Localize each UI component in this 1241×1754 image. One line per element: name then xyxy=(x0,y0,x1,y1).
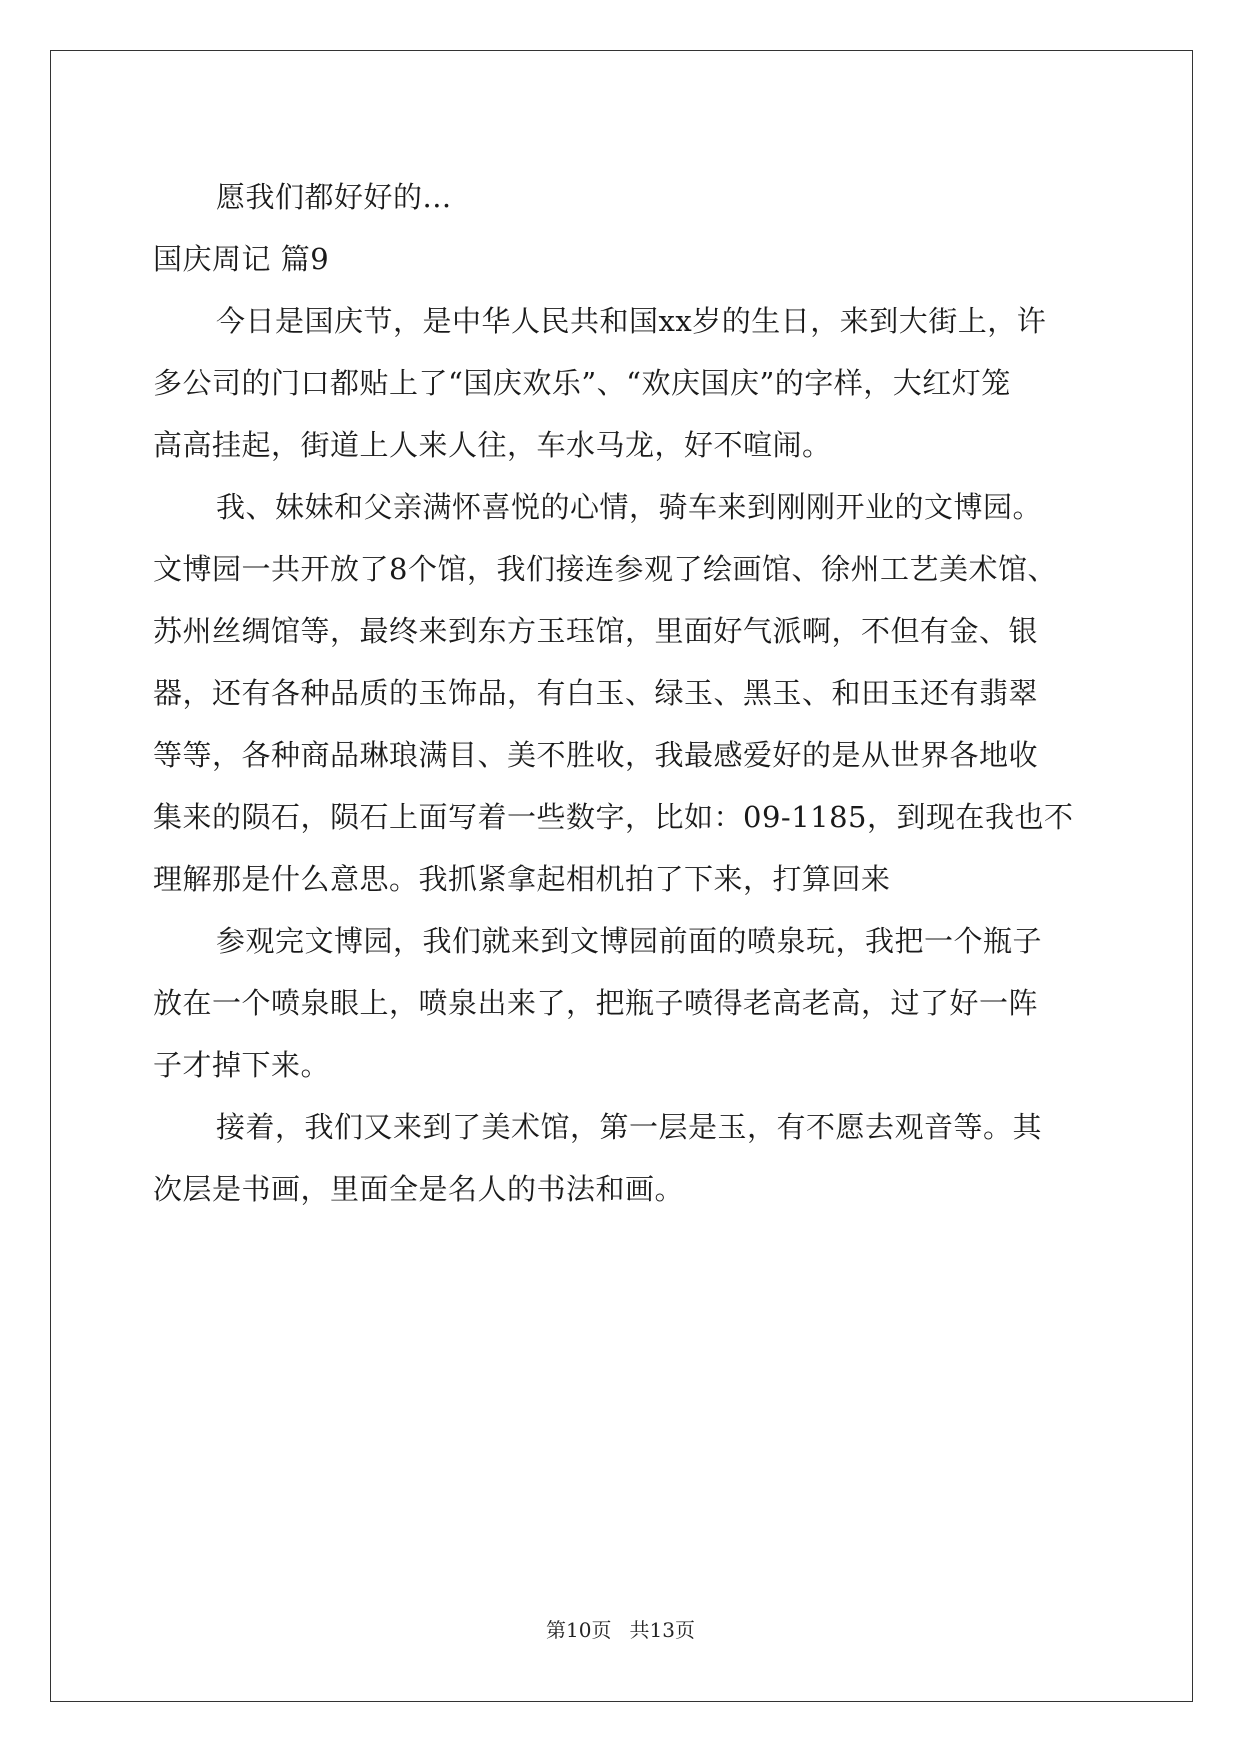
text-line: 参观完文博园，我们就来到文博园前面的喷泉玩，我把一个瓶子 xyxy=(216,924,1043,958)
text-line: 高高挂起，街道上人来人往，车水马龙，好不喧闹。 xyxy=(153,428,832,462)
section-heading: 国庆周记 篇9 xyxy=(153,242,330,276)
text-line: 次层是书画，里面全是名人的书法和画。 xyxy=(153,1172,685,1206)
text-line: 集来的陨石，陨石上面写着一些数字，比如：09-1185，到现在我也不 xyxy=(153,800,1074,834)
text-line: 接着，我们又来到了美术馆，第一层是玉，有不愿去观音等。其 xyxy=(216,1110,1043,1144)
total-prefix: 共 xyxy=(629,1618,650,1642)
page-suffix: 页 xyxy=(591,1618,612,1642)
text-line: 子才掉下来。 xyxy=(153,1048,331,1082)
document-body xyxy=(153,166,1093,1220)
text-line: 放在一个喷泉眼上，喷泉出来了，把瓶子喷得老高老高，过了好一阵 xyxy=(153,986,1039,1020)
text-line: 今日是国庆节，是中华人民共和国xx岁的生日，来到大街上，许 xyxy=(216,304,1047,338)
text-line: 愿我们都好好的... xyxy=(216,180,452,214)
page-number: 10 xyxy=(566,1618,592,1642)
text-line: 器，还有各种品质的玉饰品，有白玉、绿玉、黑玉、和田玉还有翡翠 xyxy=(153,676,1039,710)
total-suffix: 页 xyxy=(674,1618,695,1642)
total-pages: 13 xyxy=(649,1618,675,1642)
text-line: 理解那是什么意思。我抓紧拿起相机拍了下来，打算回来 xyxy=(153,862,891,896)
text-line: 我、妹妹和父亲满怀喜悦的心情，骑车来到刚刚开业的文博园。 xyxy=(216,490,1043,524)
text-line: 多公司的门口都贴上了“国庆欢乐”、“欢庆国庆”的字样，大红灯笼 xyxy=(153,366,1011,400)
text-line: 文博园一共开放了8个馆，我们接连参观了绘画馆、徐州工艺美术馆、 xyxy=(153,552,1057,586)
page-footer xyxy=(0,1616,1241,1644)
text-line: 等等，各种商品琳琅满目、美不胜收，我最感爱好的是从世界各地收 xyxy=(153,738,1039,772)
text-line: 苏州丝绸馆等，最终来到东方玉珏馆，里面好气派啊，不但有金、银 xyxy=(153,614,1039,648)
page-prefix: 第 xyxy=(546,1618,567,1642)
